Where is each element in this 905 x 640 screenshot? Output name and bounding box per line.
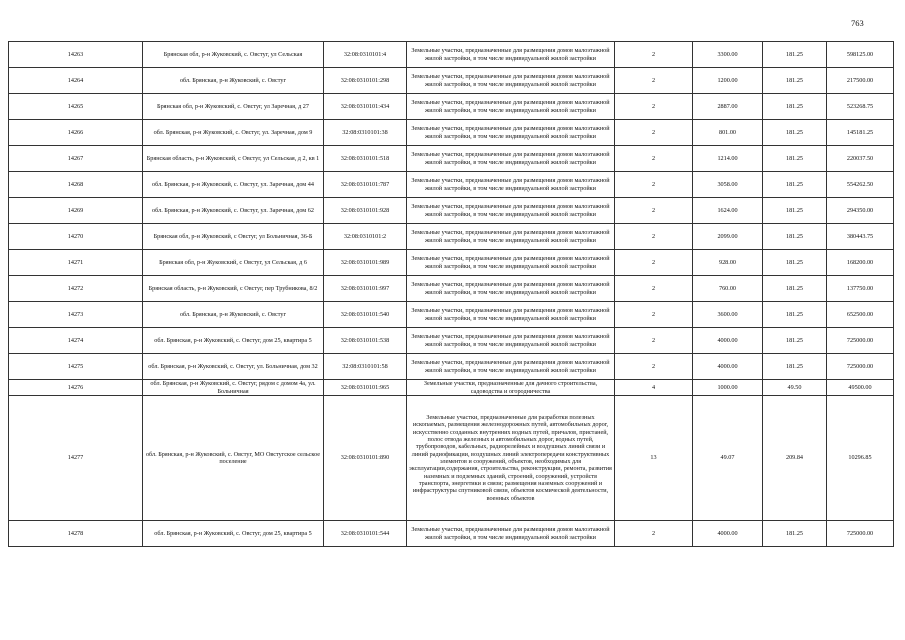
rate-cell: 181.25 (763, 276, 827, 302)
table-row (9, 328, 894, 354)
table-row (9, 198, 894, 224)
cadastral-number-cell: 32:08:0310101:538 (324, 328, 407, 354)
row-id-cell: 14277 (9, 396, 143, 521)
row-id-cell: 14272 (9, 276, 143, 302)
land-use-cell: Земельные участки, предназначенные для размещения домов малоэтажной жилой застройки, в том числе индивидуальной жилой застройки (407, 42, 615, 68)
row-id-cell: 14265 (9, 94, 143, 120)
row-id-cell: 14270 (9, 224, 143, 250)
table-row (9, 396, 894, 521)
cadastral-value-cell: 725000.00 (827, 328, 894, 354)
address-cell: обл. Брянская, р-н Жуковский, с. Овстуг, дом 25, квартира 5 (143, 328, 324, 354)
area-cell: 3058.00 (693, 172, 763, 198)
group-cell: 2 (615, 302, 693, 328)
cadastral-value-cell: 554262.50 (827, 172, 894, 198)
address-cell: обл. Брянская, р-н Жуковский, с. Овстуг, МО Овстугское сельское поселение (143, 396, 324, 521)
land-use-cell: Земельные участки, предназначенные для размещения домов малоэтажной жилой застройки, в том числе индивидуальной жилой застройки (407, 198, 615, 224)
rate-cell: 181.25 (763, 224, 827, 250)
land-use-cell: Земельные участки, предназначенные для размещения домов малоэтажной жилой застройки, в том числе индивидуальной жилой застройки (407, 68, 615, 94)
group-cell: 2 (615, 42, 693, 68)
address-cell: обл. Брянская, р-н Жуковский, с. Овстуг, дом 25, квартира 5 (143, 521, 324, 547)
cadastral-value-cell: 725000.00 (827, 354, 894, 380)
address-cell: обл. Брянская, р-н Жуковский, с. Овстуг, ул. Заречная, дом 9 (143, 120, 324, 146)
group-cell: 4 (615, 380, 693, 396)
cadastral-value-cell: 220037.50 (827, 146, 894, 172)
land-use-cell: Земельные участки, предназначенные для размещения домов малоэтажной жилой застройки, в том числе индивидуальной жилой застройки (407, 146, 615, 172)
cadastral-number-cell: 32:08:0310101:58 (324, 354, 407, 380)
area-cell: 4000.00 (693, 354, 763, 380)
address-cell: обл. Брянская, р-н Жуковский, с. Овстуг, ул. Заречная, дом 44 (143, 172, 324, 198)
rate-cell: 181.25 (763, 250, 827, 276)
area-cell: 1624.00 (693, 198, 763, 224)
land-use-cell: Земельные участки, предназначенные для размещения домов малоэтажной жилой застройки, в том числе индивидуальной жилой застройки (407, 276, 615, 302)
row-id-cell: 14268 (9, 172, 143, 198)
area-cell: 4000.00 (693, 521, 763, 547)
cadastral-number-cell: 32:08:0310101:787 (324, 172, 407, 198)
address-cell: Брянская обл, р-н Жуковский, с Овстуг, ул Больничная, 36-Б (143, 224, 324, 250)
group-cell: 2 (615, 94, 693, 120)
row-id-cell: 14266 (9, 120, 143, 146)
cadastral-number-cell: 32:08:0310101:965 (324, 380, 407, 396)
cadastral-number-cell: 32:08:0310101:434 (324, 94, 407, 120)
table-row (9, 42, 894, 68)
page-number: 763 (851, 18, 864, 28)
row-id-cell: 14278 (9, 521, 143, 547)
group-cell: 2 (615, 224, 693, 250)
rate-cell: 49.50 (763, 380, 827, 396)
cadastral-value-cell: 168200.00 (827, 250, 894, 276)
table-row (9, 250, 894, 276)
cadastral-value-cell: 137750.00 (827, 276, 894, 302)
land-use-cell: Земельные участки, предназначенные для размещения домов малоэтажной жилой застройки, в том числе индивидуальной жилой застройки (407, 172, 615, 198)
area-cell: 801.00 (693, 120, 763, 146)
area-cell: 3300.00 (693, 42, 763, 68)
row-id-cell: 14264 (9, 68, 143, 94)
area-cell: 2099.00 (693, 224, 763, 250)
address-cell: Брянская обл, р-н Жуковский, с. Овстуг, ул Заречная, д 27 (143, 94, 324, 120)
address-cell: Брянская область, р-н Жуковский, с Овстуг, ул Сельская, д 2, кв 1 (143, 146, 324, 172)
table-row (9, 224, 894, 250)
land-use-cell: Земельные участки, предназначенные для размещения домов малоэтажной жилой застройки, в том числе индивидуальной жилой застройки (407, 302, 615, 328)
area-cell: 3600.00 (693, 302, 763, 328)
area-cell: 1000.00 (693, 380, 763, 396)
area-cell: 2887.00 (693, 94, 763, 120)
table-row (9, 120, 894, 146)
rate-cell: 209.84 (763, 396, 827, 521)
table-row (9, 276, 894, 302)
cadastral-number-cell: 32:08:0310101:2 (324, 224, 407, 250)
address-cell: обл. Брянская, р-н Жуковский, с. Овстуг (143, 302, 324, 328)
table-row (9, 94, 894, 120)
cadastral-value-cell: 294350.00 (827, 198, 894, 224)
cadastral-register-table (8, 41, 894, 547)
group-cell: 2 (615, 68, 693, 94)
row-id-cell: 14269 (9, 198, 143, 224)
cadastral-number-cell: 32:08:0310101:544 (324, 521, 407, 547)
cadastral-value-cell: 380443.75 (827, 224, 894, 250)
row-id-cell: 14273 (9, 302, 143, 328)
table-row (9, 68, 894, 94)
rate-cell: 181.25 (763, 120, 827, 146)
land-use-cell: Земельные участки, предназначенные для размещения домов малоэтажной жилой застройки, в том числе индивидуальной жилой застройки (407, 521, 615, 547)
address-cell: Брянская обл, р-н Жуковский, с. Овстуг, ул Сельская (143, 42, 324, 68)
cadastral-number-cell: 32:08:0310101:997 (324, 276, 407, 302)
table-row (9, 302, 894, 328)
area-cell: 760.00 (693, 276, 763, 302)
row-id-cell: 14263 (9, 42, 143, 68)
rate-cell: 181.25 (763, 172, 827, 198)
area-cell: 49.07 (693, 396, 763, 521)
rate-cell: 181.25 (763, 328, 827, 354)
table-row (9, 521, 894, 547)
cadastral-number-cell: 32:08:0310101:540 (324, 302, 407, 328)
row-id-cell: 14274 (9, 328, 143, 354)
rate-cell: 181.25 (763, 42, 827, 68)
land-use-cell: Земельные участки, предназначенные для дачного строительства, садоводства и огородничества (407, 380, 615, 396)
table-row (9, 354, 894, 380)
cadastral-value-cell: 49500.00 (827, 380, 894, 396)
area-cell: 1214.00 (693, 146, 763, 172)
table-row (9, 380, 894, 396)
group-cell: 2 (615, 120, 693, 146)
land-use-cell: Земельные участки, предназначенные для размещения домов малоэтажной жилой застройки, в том числе индивидуальной жилой застройки (407, 250, 615, 276)
group-cell: 2 (615, 328, 693, 354)
address-cell: Брянская обл, р-н Жуковский, с Овстуг, ул Сельская, д 6 (143, 250, 324, 276)
rate-cell: 181.25 (763, 146, 827, 172)
group-cell: 2 (615, 146, 693, 172)
land-use-cell: Земельные участки, предназначенные для размещения домов малоэтажной жилой застройки, в том числе индивидуальной жилой застройки (407, 94, 615, 120)
rate-cell: 181.25 (763, 302, 827, 328)
cadastral-value-cell: 10296.85 (827, 396, 894, 521)
rate-cell: 181.25 (763, 94, 827, 120)
cadastral-number-cell: 32:08:0310101:298 (324, 68, 407, 94)
cadastral-value-cell: 523268.75 (827, 94, 894, 120)
land-use-cell: Земельные участки, предназначенные для размещения домов малоэтажной жилой застройки, в том числе индивидуальной жилой застройки (407, 328, 615, 354)
area-cell: 4000.00 (693, 328, 763, 354)
row-id-cell: 14271 (9, 250, 143, 276)
cadastral-number-cell: 32:08:0310101:890 (324, 396, 407, 521)
group-cell: 13 (615, 396, 693, 521)
rate-cell: 181.25 (763, 521, 827, 547)
table-row (9, 172, 894, 198)
cadastral-value-cell: 725000.00 (827, 521, 894, 547)
table-row (9, 146, 894, 172)
row-id-cell: 14267 (9, 146, 143, 172)
land-use-cell: Земельные участки, предназначенные для размещения домов малоэтажной жилой застройки, в том числе индивидуальной жилой застройки (407, 120, 615, 146)
address-cell: Брянская область, р-н Жуковский, с Овстуг, пер Трубникова, 8/2 (143, 276, 324, 302)
address-cell: обл. Брянская, р-н Жуковский, с. Овстуг (143, 68, 324, 94)
cadastral-number-cell: 32:08:0310101:518 (324, 146, 407, 172)
address-cell: обл. Брянская, р-н Жуковский, с. Овстуг, ул. Больничная, дом 32 (143, 354, 324, 380)
rate-cell: 181.25 (763, 198, 827, 224)
cadastral-value-cell: 598125.00 (827, 42, 894, 68)
cadastral-number-cell: 32:08:0310101:928 (324, 198, 407, 224)
land-use-cell: Земельные участки, предназначенные для размещения домов малоэтажной жилой застройки, в том числе индивидуальной жилой застройки (407, 354, 615, 380)
land-use-cell: Земельные участки, предназначенные для разработки полезных ископаемых, размещения железнодорожных путей, автомобильных дорог, искусственно созданных внутренних водных путей, причалов, пристаней, полос отвода железных и автомобильных дорог, водных путей, трубопроводов, кабельных, радиорелейных и воздушных линий связи и линий радиофикации, воздушных линий электропередачи конструктивных элементов и сооружений, объектов, необходимых для эксплуатации,содержания, строительства, реконструкции, ремонта, развития наземных и подземных зданий, строений, сооружений, устройств транспорта, энергетики и связи; размещения наземных сооружений и инфраструктуры спутниковой связи, объектов космической деятельности, военных объектов (407, 396, 615, 521)
row-id-cell: 14276 (9, 380, 143, 396)
area-cell: 1200.00 (693, 68, 763, 94)
land-use-cell: Земельные участки, предназначенные для размещения домов малоэтажной жилой застройки, в том числе индивидуальной жилой застройки (407, 224, 615, 250)
row-id-cell: 14275 (9, 354, 143, 380)
cadastral-number-cell: 32:08:0310101:4 (324, 42, 407, 68)
rate-cell: 181.25 (763, 68, 827, 94)
group-cell: 2 (615, 276, 693, 302)
area-cell: 928.00 (693, 250, 763, 276)
address-cell: обл. Брянская, р-н Жуковский, с. Овстуг, ул. Заречная, дом 62 (143, 198, 324, 224)
group-cell: 2 (615, 198, 693, 224)
group-cell: 2 (615, 172, 693, 198)
cadastral-value-cell: 652500.00 (827, 302, 894, 328)
rate-cell: 181.25 (763, 354, 827, 380)
cadastral-number-cell: 32:08:0310101:989 (324, 250, 407, 276)
group-cell: 2 (615, 250, 693, 276)
group-cell: 2 (615, 521, 693, 547)
cadastral-number-cell: 32:08:0310101:38 (324, 120, 407, 146)
cadastral-value-cell: 217500.00 (827, 68, 894, 94)
cadastral-value-cell: 145181.25 (827, 120, 894, 146)
group-cell: 2 (615, 354, 693, 380)
address-cell: обл. Брянская, р-н Жуковский, с. Овстуг, рядом с домом 4а, ул. Больничная (143, 380, 324, 396)
